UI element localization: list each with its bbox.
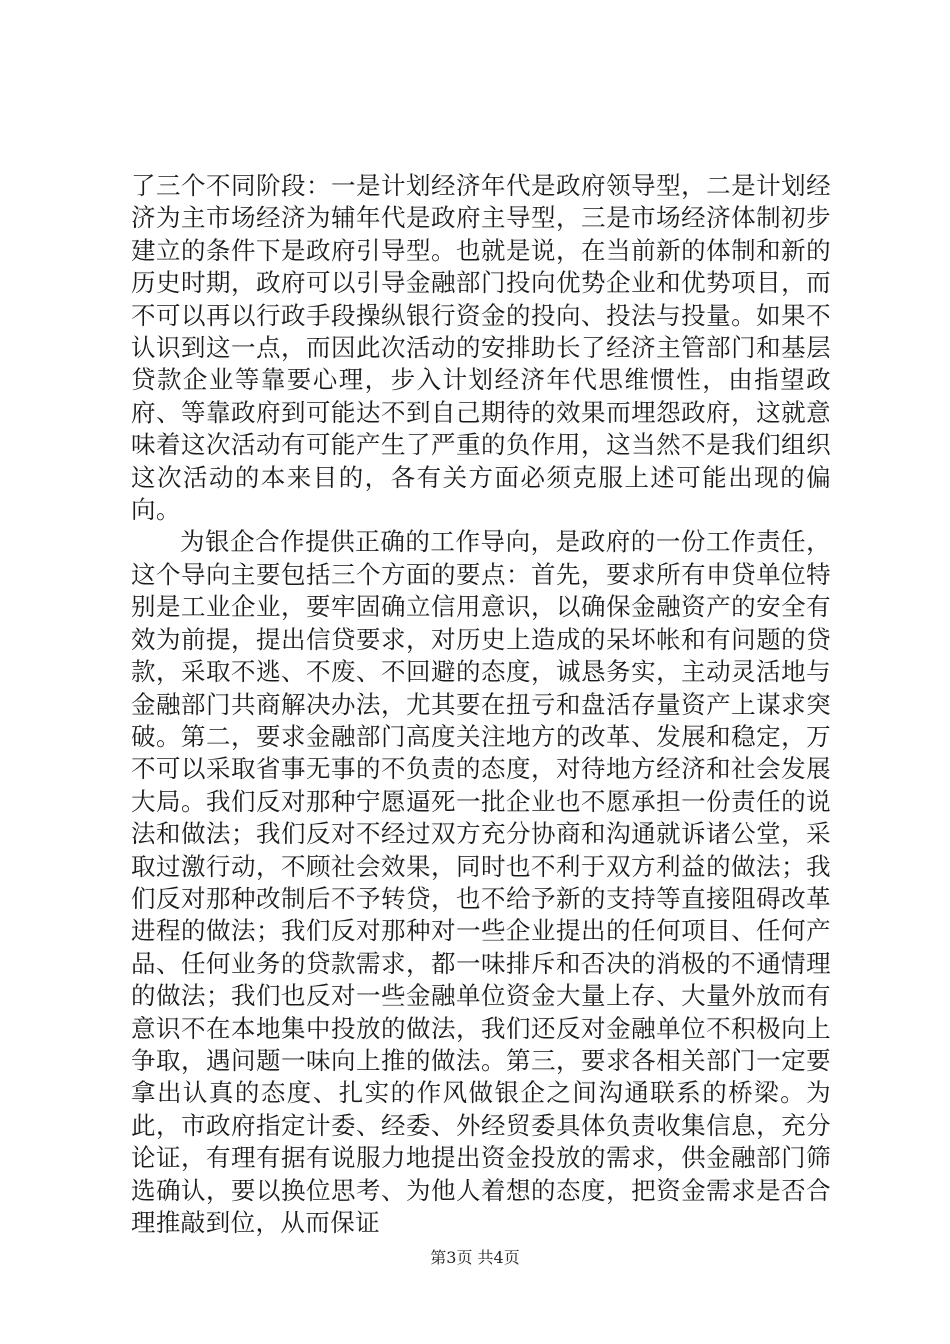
document-body [131,170,831,1239]
paragraph-bank-enterprise: 为银企合作提供正确的工作导向，是政府的一份工作责任，这个导向主要包括三个方面的要点：首先，要求所有申贷单位特别是工业企业，要牢固确立信用意识，以确保金融资产的安全有效为前提，提出信贷要求，对历史上造成的呆坏帐和有问题的贷款，采取不逃、不废、不回避的态度，诚恳务实，主动灵活地与金融部门共商解决办法，尤其要在扭亏和盘活存量资产上谋求突破。第二，要求金融部门高度关注地方的改革、发展和稳定，万不可以采取省事无事的不负责的态度，对待地方经济和社会发展大局。我们反对那种宁愿逼死一批企业也不愿承担一份责任的说法和做法；我们反对不经过双方充分协商和沟通就诉诸公堂，采取过激行动，不顾社会效果，同时也不利于双方利益的做法；我们反对那种改制后不予转贷，也不给予新的支持等直接阻碍改革进程的做法；我们反对那种对一些企业提出的任何项目、任何产品、任何业务的贷款需求，都一味排斥和否决的消极的不通情理的做法；我们也反对一些金融单位资金大量上存、大量外放而有意识不在本地集中投放的做法，我们还反对金融单位不积极向上争取，遇问题一味向上推的做法。第三，要求各相关部门一定要拿出认真的态度、扎实的作风做银企之间沟通联系的桥梁。为此，市政府指定计委、经委、外经贸委具体负责收集信息，充分论证，有理有据有说服力地提出资金投放的需求，供金融部门筛选确认，要以换位思考、为他人着想的态度，把资金需求是否合理推敲到位，从而保证 [131,527,831,1237]
page-number-footer: 第3页 共4页 [430,1248,520,1267]
paragraph-continuation: 了三个不同阶段：一是计划经济年代是政府领导型，二是计划经济为主市场经济为辅年代是政府主导型，三是市场经济体制初步建立的条件下是政府引导型。也就是说，在当前新的体制和新的历史时期，政府可以引导金融部门投向优势企业和优势项目，而不可以再以行政手段操纵银行资金的投向、投法与投量。如果不认识到这一点，而因此次活动的安排助长了经济主管部门和基层贷款企业等靠要心理，步入计划经济年代思维惯性，由指望政府、等靠政府到可能达不到自己期待的效果而埋怨政府，这就意味着这次活动有可能产生了严重的负作用，这当然不是我们组织这次活动的本来目的，各有关方面必须克服上述可能出现的偏向。 [131,171,831,525]
